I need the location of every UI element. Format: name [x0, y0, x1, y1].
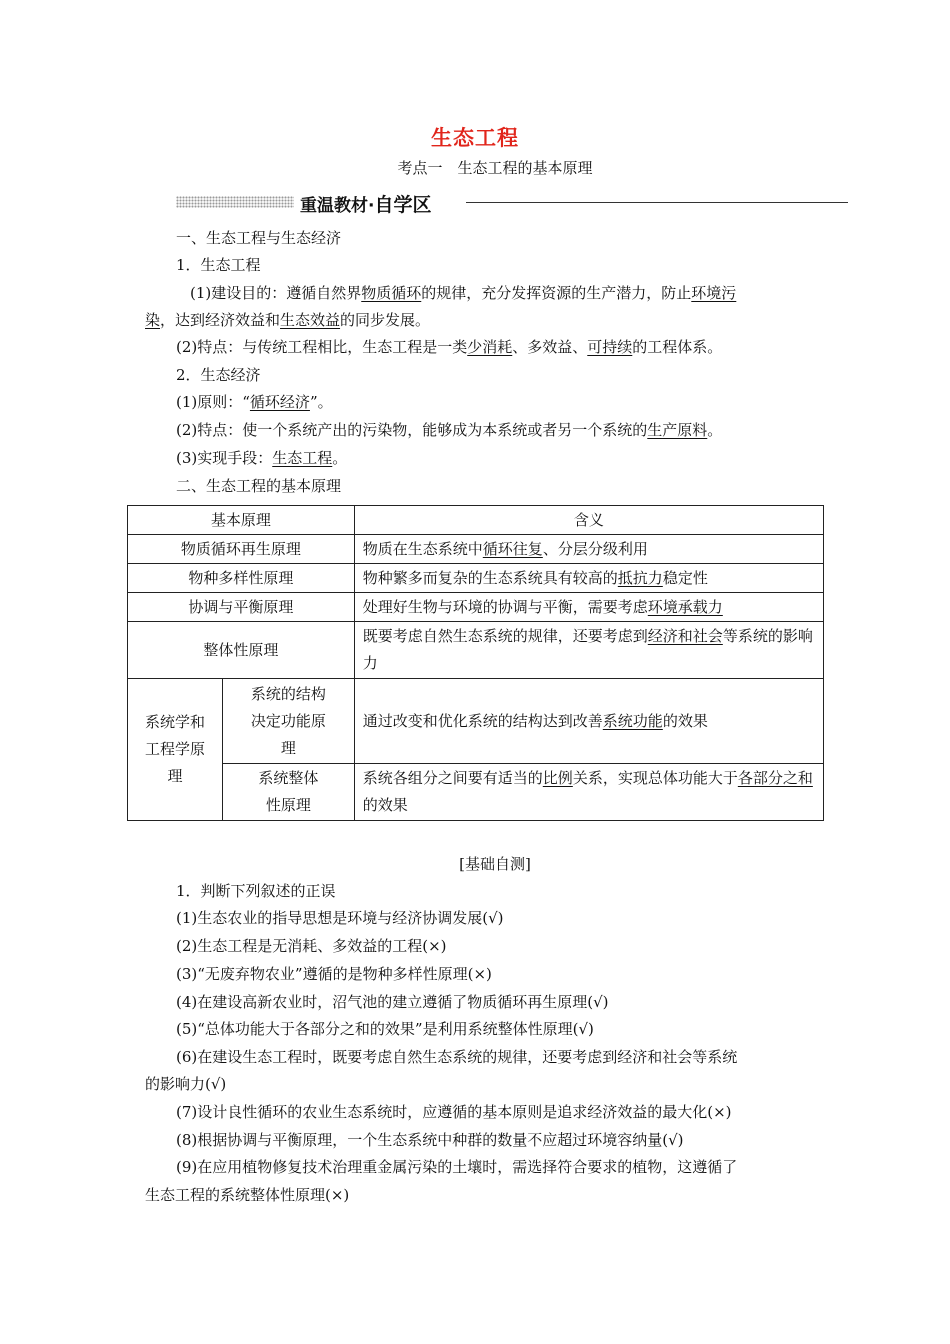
self-test-item: (3)“无废弃物农业”遵循的是物种多样性原理(×): [176, 965, 492, 983]
text: 的工程体系。: [632, 338, 723, 356]
page-subtitle: 考点一 生态工程的基本原理: [397, 159, 593, 177]
principle-meaning: [354, 679, 823, 764]
section2-heading: 二、生态工程的基本原理: [176, 477, 342, 495]
text: 等系统的影响力: [362, 627, 813, 672]
self-test-item: (8)根据协调与平衡原理，一个生态系统中种群的数量不应超过环境容纳量(√): [176, 1131, 684, 1149]
answer-underline: 物质循环: [361, 284, 422, 302]
principle-name: 整体性原理: [128, 622, 355, 679]
answer-underline: 系统功能: [602, 711, 663, 730]
banner-dots: [176, 196, 294, 208]
self-test-item-cont: 的影响力(√): [145, 1075, 227, 1093]
text: 的效果: [662, 711, 708, 730]
paragraph-economy-features: [176, 420, 722, 440]
answer-underline: 少消耗: [467, 338, 513, 356]
principle-name: 系统的结构决定功能原理: [222, 679, 354, 764]
answer-underline: 循环经济: [249, 393, 310, 411]
header-meaning: 含义: [354, 506, 823, 535]
text: 、多效益、: [512, 338, 588, 356]
table-row: [128, 764, 824, 821]
text: 。: [332, 449, 348, 467]
text: (3)实现手段：: [176, 449, 273, 467]
self-test-item: (5)“总体功能大于各部分之和的效果”是利用系统整体性原理(√): [176, 1020, 594, 1038]
self-test-item: (9)在应用植物修复技术治理重金属污染的土壤时，需选择符合要求的植物，这遵循了: [176, 1158, 738, 1176]
principle-name: 物种多样性原理: [128, 564, 355, 593]
principle-meaning: [354, 593, 823, 622]
text: ，达到经济效益和: [160, 311, 281, 329]
principle-meaning: [354, 764, 823, 821]
principle-meaning: [354, 564, 823, 593]
text: 物质在生态系统中: [362, 539, 483, 558]
table-row: [128, 593, 824, 622]
principle-name: 系统整体性原理: [222, 764, 354, 821]
answer-underline: 可持续: [587, 338, 633, 356]
principle-name: 协调与平衡原理: [128, 593, 355, 622]
answer-underline: 生产原料: [647, 421, 708, 439]
self-test-item: (7)设计良性循环的农业生态系统时，应遵循的基本原则是追求经济效益的最大化(×): [176, 1103, 732, 1121]
answer-underline: 循环往复: [482, 539, 543, 558]
answer-underline: 环境污: [691, 284, 737, 302]
answer-underline: 经济和社会: [647, 627, 723, 645]
text: (2)特点：与传统工程相比，生态工程是一类: [176, 338, 468, 356]
header-principle: 基本原理: [128, 506, 355, 535]
table-row: [128, 679, 824, 764]
text: 系统各组分之间要有适当的: [362, 769, 543, 787]
table-row: [128, 622, 824, 679]
paragraph-means: [176, 448, 347, 468]
banner-part1: 重温教材: [300, 196, 368, 216]
paragraph-principle: [176, 392, 333, 412]
text: 的规律，充分发挥资源的生产潜力，防止: [421, 284, 692, 302]
principle-name: 物质循环再生原理: [128, 535, 355, 564]
answer-underline: 生态效益: [280, 311, 341, 329]
banner-part2: 自学区: [374, 194, 432, 216]
self-test-item: (1)生态农业的指导思想是环境与经济协调发展(√): [176, 909, 504, 927]
text: 的同步发展。: [340, 311, 431, 329]
text: (2)特点：使一个系统产出的污染物，能够成为本系统或者另一个系统的: [176, 421, 648, 439]
section1-heading: 一、生态工程与生态经济: [176, 229, 342, 247]
table-row: [128, 535, 824, 564]
text: 的效果: [362, 796, 408, 814]
text: 物种繁多而复杂的生态系统具有较高的: [362, 568, 618, 587]
text: 既要考虑自然生态系统的规律，还要考虑到: [362, 627, 648, 645]
text: ”。: [309, 393, 333, 411]
text: 。: [707, 421, 723, 439]
paragraph-features: [176, 337, 722, 357]
subheading-eco-engineering: 1．生态工程: [176, 256, 261, 274]
table-row: [128, 564, 824, 593]
self-test-intro: 1．判断下列叙述的正误: [176, 882, 336, 900]
banner-rule: [466, 202, 848, 203]
answer-underline: 生态工程: [272, 449, 333, 467]
answer-underline: 各部分之和: [737, 769, 813, 787]
banner-dot: ·: [368, 196, 375, 216]
text: (1)原则：“: [176, 393, 250, 411]
self-test-item: (6)在建设生态工程时，既要考虑自然生态系统的规律，还要考虑到经济和社会等系统: [176, 1048, 738, 1066]
self-test-item: (2)生态工程是无消耗、多效益的工程(×): [176, 937, 447, 955]
principle-group: 系统学和工程学原理: [128, 679, 223, 821]
text: 、分层分级利用: [542, 539, 648, 558]
text: 处理好生物与环境的协调与平衡，需要考虑: [362, 597, 648, 616]
text: 通过改变和优化系统的结构达到改善: [362, 711, 603, 730]
principles-table: [127, 505, 824, 821]
principle-meaning: [354, 622, 823, 679]
self-test-item-cont: 生态工程的系统整体性原理(×): [145, 1186, 350, 1204]
principle-meaning: [354, 535, 823, 564]
answer-underline: 环境承载力: [647, 597, 723, 616]
text: (1)建设目的：遵循自然界: [190, 284, 362, 302]
section-banner: [176, 190, 848, 216]
paragraph-purpose-line2: [145, 310, 430, 330]
answer-underline: 比例: [542, 769, 573, 787]
paragraph-purpose-line1: [190, 283, 736, 303]
page-title: 生态工程: [431, 126, 519, 150]
self-test-item: (4)在建设高新农业时，沼气池的建立遵循了物质循环再生原理(√): [176, 993, 609, 1011]
subheading-eco-economy: 2．生态经济: [176, 366, 261, 384]
answer-underline: 抵抗力: [617, 568, 663, 587]
text: 关系，实现总体功能大于: [572, 769, 738, 787]
answer-underline: 染: [145, 311, 161, 329]
self-test-tag: [基础自测]: [459, 855, 531, 873]
table-header-row: [128, 506, 824, 535]
text: 稳定性: [662, 568, 708, 587]
banner-label: [300, 190, 431, 217]
